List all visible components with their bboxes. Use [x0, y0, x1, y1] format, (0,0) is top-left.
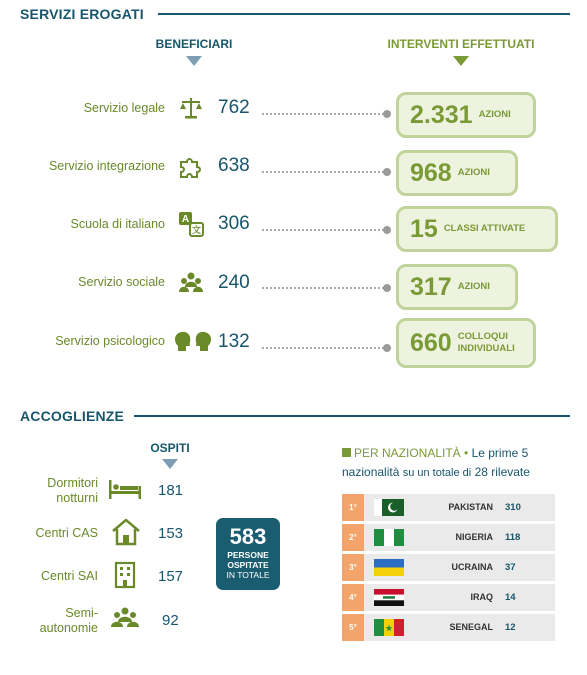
heads-talking-icon [172, 327, 214, 353]
senegal-flag-icon [374, 619, 404, 636]
country-value: 12 [505, 622, 516, 633]
interventi-unit: AZIONI [478, 109, 511, 121]
dotted-connector [262, 347, 384, 349]
dotted-connector [262, 171, 384, 173]
nationality-subtitle-c: su un totale di [402, 466, 472, 479]
accoglienza-label-line2: notturni [56, 491, 98, 505]
nationality-title: PER NAZIONALITÀ [354, 446, 461, 460]
beneficiari-value: 762 [218, 97, 250, 118]
connector-dot [383, 226, 391, 234]
service-label: Servizio integrazione [48, 159, 165, 173]
connector-dot [383, 344, 391, 352]
column-header-interventi: INTERVENTI EFFETTUATI [387, 37, 535, 51]
interventi-value: 317 [410, 272, 452, 301]
column-header-ospiti: OSPITI [150, 441, 190, 455]
ukraine-flag-icon [374, 559, 404, 576]
ospiti-value: 153 [158, 525, 184, 542]
ospiti-value: 92 [162, 612, 179, 629]
interventi-unit: AZIONI [457, 167, 490, 179]
total-ospiti-box [216, 518, 280, 590]
nationality-subtitle-b: nazionalità [342, 464, 400, 479]
nationality-header [342, 444, 572, 482]
interventi-value: 660 [410, 328, 452, 357]
country-name: UCRAINA [451, 562, 493, 572]
country-value: 37 [505, 562, 516, 573]
interventi-value: 15 [410, 214, 438, 243]
house-icon [111, 518, 141, 546]
accoglienza-label [0, 606, 98, 636]
puzzle-icon [178, 153, 204, 179]
nationality-subtitle-d: 28 rilevate [474, 464, 530, 479]
rank-badge: 3° [342, 554, 364, 581]
beneficiari-value: 132 [218, 331, 250, 352]
pakistan-flag-icon [374, 499, 404, 516]
ospiti-value: 157 [158, 568, 184, 585]
nationality-subtitle-a: Le prime 5 [471, 446, 529, 460]
country-name: SENEGAL [449, 622, 493, 632]
interventi-pill [396, 206, 558, 252]
accoglienza-label [0, 569, 98, 584]
svg-text:文: 文 [191, 225, 202, 235]
service-label: Scuola di italiano [70, 217, 165, 231]
interventi-pill [396, 150, 518, 196]
triangle-down-icon [186, 56, 202, 66]
connector-dot [383, 110, 391, 118]
scales-icon [178, 95, 204, 121]
country-value: 118 [505, 532, 521, 543]
ospiti-value: 181 [158, 482, 184, 499]
interventi-pill [396, 264, 518, 310]
interventi-value: 968 [410, 158, 452, 187]
total-label-line1: PERSONE [227, 550, 269, 560]
section-divider [158, 13, 570, 15]
svg-text:A: A [181, 214, 190, 225]
interventi-value: 2.331 [410, 100, 473, 129]
beneficiari-value: 638 [218, 155, 250, 176]
accoglienza-label [0, 526, 98, 541]
rank-badge: 1° [342, 494, 364, 521]
accoglienza-label-line2: autonomie [39, 621, 98, 635]
service-label: Servizio psicologico [55, 334, 165, 348]
interventi-unit: CLASSI ATTIVATE [443, 223, 526, 235]
translate-icon [178, 211, 204, 237]
people-group-icon [178, 270, 204, 296]
connector-dot [383, 168, 391, 176]
interventi-pill [396, 92, 536, 138]
rank-badge: 5° [342, 614, 364, 641]
section-title-servizi: SERVIZI EROGATI [20, 6, 144, 22]
accoglienza-label [0, 476, 98, 506]
interventi-unit-line1: COLLOQUI [457, 331, 508, 343]
dotted-connector [262, 113, 384, 115]
rank-badge: 2° [342, 524, 364, 551]
nationality-row [342, 524, 555, 551]
nigeria-flag-icon [374, 529, 404, 546]
building-icon [114, 561, 136, 589]
country-value: 310 [505, 502, 521, 513]
interventi-unit-line2: INDIVIDUALI [457, 343, 515, 354]
dotted-connector [262, 229, 384, 231]
country-name: PAKISTAN [448, 502, 493, 512]
connector-dot [383, 284, 391, 292]
nationality-row [342, 494, 555, 521]
beneficiari-value: 240 [218, 272, 250, 293]
accoglienza-label-line1: Dormitori [47, 476, 98, 490]
nationality-row [342, 554, 555, 581]
accoglienza-label-line1: Centri SAI [41, 569, 98, 583]
square-bullet-icon [342, 448, 351, 457]
country-value: 14 [505, 592, 516, 603]
triangle-down-icon [453, 56, 469, 66]
triangle-down-icon [162, 459, 178, 469]
bullet-dot-icon: • [464, 446, 469, 460]
iraq-flag-icon [374, 589, 404, 606]
group-icon [110, 606, 140, 630]
total-value: 583 [229, 524, 267, 549]
nationality-row [342, 614, 555, 641]
total-label-line3: IN TOTALE [226, 570, 270, 581]
accoglienza-label-line1: Semi- [65, 606, 98, 620]
rank-badge: 4° [342, 584, 364, 611]
beneficiari-value: 306 [218, 213, 250, 234]
interventi-unit [458, 331, 515, 355]
nationality-row [342, 584, 555, 611]
interventi-pill [396, 318, 536, 368]
total-label-line2: OSPITATE [227, 560, 269, 571]
section-divider [134, 415, 570, 417]
bed-icon [108, 478, 142, 500]
country-name: NIGERIA [455, 532, 493, 542]
service-label: Servizio legale [83, 101, 165, 115]
interventi-unit: AZIONI [457, 281, 490, 293]
country-name: IRAQ [470, 592, 493, 602]
column-header-beneficiari: BENEFICIARI [155, 37, 233, 51]
dotted-connector [262, 287, 384, 289]
service-label: Servizio sociale [78, 275, 165, 289]
accoglienza-label-line1: Centri CAS [35, 526, 98, 540]
section-title-accoglienze: ACCOGLIENZE [20, 408, 125, 424]
